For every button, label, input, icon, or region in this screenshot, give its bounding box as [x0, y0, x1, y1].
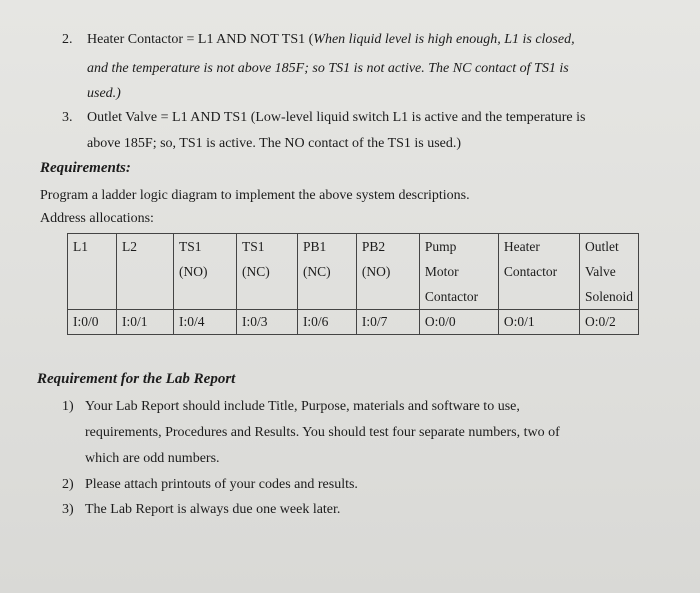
header-line: PB2 — [361, 239, 386, 254]
lab-report-heading: Requirement for the Lab Report — [37, 371, 236, 387]
header-line: (NO) — [361, 264, 391, 279]
header-line: Outlet — [584, 239, 619, 254]
table-header-cell — [297, 234, 356, 310]
header-line: Pump — [424, 239, 457, 254]
item-3-line-2: above 185F; so, TS1 is active. The NO contact of the TS1 is used.) — [87, 136, 462, 151]
header-line: PB1 — [302, 239, 327, 254]
table-header-cell — [68, 234, 117, 310]
lab-item-2-line-1: Please attach printouts of your codes and results. — [85, 477, 358, 492]
requirements-heading: Requirements: — [40, 160, 131, 176]
address-cell: I:0/1 — [116, 310, 173, 335]
address-cell: O:0/1 — [498, 310, 579, 335]
header-line: L1 — [73, 239, 88, 254]
header-line: L2 — [121, 239, 137, 254]
header-line: Contactor — [503, 264, 558, 279]
address-cell: I:0/6 — [297, 310, 356, 335]
lab-item-1-line-2: requirements, Procedures and Results. You should test four separate numbers, two of — [85, 425, 560, 440]
item-3-number: 3. — [62, 110, 73, 125]
address-cell: I:0/3 — [236, 310, 297, 335]
item-2-number: 2. — [62, 32, 73, 47]
address-cell: I:0/7 — [356, 310, 419, 335]
address-cell: O:0/2 — [579, 310, 638, 335]
item-2-line-1-plain: Heater Contactor = L1 AND NOT TS1 ( — [87, 32, 314, 47]
address-allocation-table — [67, 233, 639, 335]
table-header-cell — [236, 234, 297, 310]
table-header-cell — [116, 234, 173, 310]
lab-item-2-number: 2) — [62, 477, 74, 492]
item-3-line-1: Outlet Valve = L1 AND TS1 (Low-level liquid switch L1 is active and the temperature is — [87, 110, 586, 125]
item-2-line-3: used.) — [87, 86, 121, 101]
address-cell: I:0/0 — [68, 310, 117, 335]
header-line: Contactor — [424, 289, 479, 304]
item-2-line-1-italic: When liquid level is high enough, L1 is closed, — [313, 32, 575, 47]
header-line: TS1 — [178, 239, 202, 254]
table-header-cell — [173, 234, 236, 310]
item-2-line-2: and the temperature is not above 185F; so TS1 is not active. The NC contact of TS1 is — [87, 61, 569, 76]
header-line: Valve — [584, 264, 616, 279]
lab-item-1-number: 1) — [62, 399, 74, 414]
table-address-row — [68, 310, 639, 335]
header-line: (NC) — [302, 264, 331, 279]
header-line: (NC) — [241, 264, 270, 279]
address-cell: O:0/0 — [419, 310, 498, 335]
header-line: (NO) — [178, 264, 208, 279]
lab-item-1-line-1: Your Lab Report should include Title, Purpose, materials and software to use, — [85, 399, 520, 414]
table-header-cell — [356, 234, 419, 310]
address-allocations-label: Address allocations: — [40, 211, 154, 226]
header-line: Heater — [503, 239, 540, 254]
lab-item-3-line-1: The Lab Report is always due one week later. — [85, 502, 341, 517]
item-2-line-1 — [87, 32, 575, 48]
lab-item-1-line-3: which are odd numbers. — [85, 451, 220, 466]
header-line: Motor — [424, 264, 459, 279]
table-header-row — [68, 234, 639, 310]
header-line: TS1 — [241, 239, 265, 254]
header-line: Solenoid — [584, 289, 633, 304]
address-cell: I:0/4 — [173, 310, 236, 335]
table-header-cell — [498, 234, 579, 310]
lab-item-3-number: 3) — [62, 502, 74, 517]
table-header-cell — [419, 234, 498, 310]
requirements-text: Program a ladder logic diagram to implement the above system descriptions. — [40, 188, 470, 203]
table-header-cell — [579, 234, 638, 310]
